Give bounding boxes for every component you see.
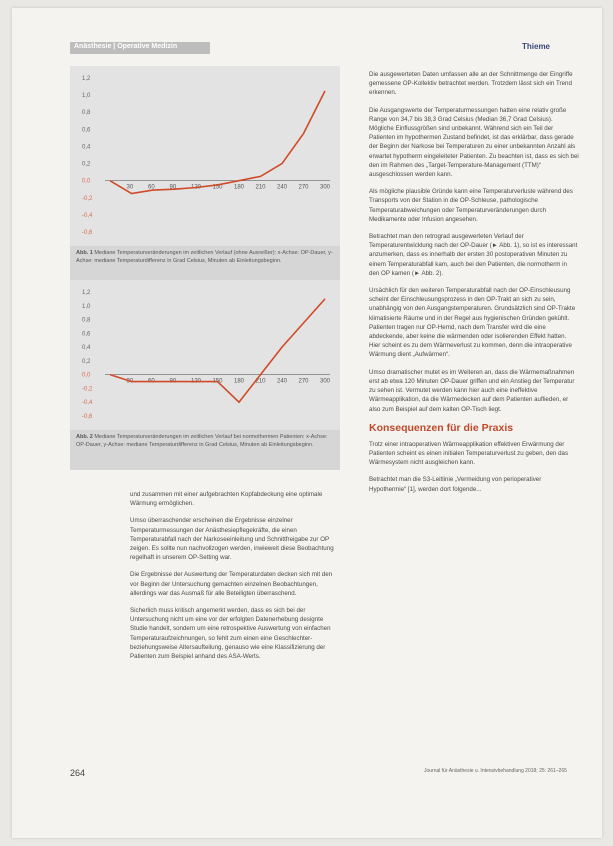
y-tick-label: -0,4	[82, 400, 93, 407]
y-tick-label: -0,6	[82, 230, 93, 236]
x-tick-label: 30	[126, 378, 134, 385]
y-tick-label: -0,6	[82, 414, 93, 420]
y-tick-label: 0,4	[82, 345, 91, 352]
y-tick-label: 0,6	[82, 127, 91, 134]
x-tick-label: 270	[298, 184, 309, 191]
y-tick-label: 0,8	[82, 110, 91, 117]
figure-1-caption-label: Abb. 1	[76, 250, 93, 256]
x-tick-label: 240	[277, 184, 288, 191]
y-tick-label: 0,0	[82, 178, 91, 185]
figure-2-caption-label: Abb. 2	[76, 434, 93, 440]
x-tick-label: 270	[298, 378, 309, 385]
x-tick-label: 120	[191, 378, 202, 385]
figure-2-caption	[70, 430, 340, 470]
publisher-name: Thieme	[522, 42, 551, 51]
section-header-label: Anästhesie | Operative Medizin	[74, 43, 178, 50]
paragraph: Umso überraschender erscheinen die Ergebnisse einzelner Temperaturmessungen der Anästhesiepflegekräfte, die einen Temperaturabfall nach der Narkoseeinleitung und Schnittfreigabe zur OP zeigen. Es sollte nun nachvollzogen werden, inwieweit diese Beobachtung regelhaft in unserem OP-Setting war.	[130, 517, 334, 562]
paragraph: und zusammen mit einer aufgebrachten Kopfabdeckung eine optimale Wärmung ermöglichen.	[130, 491, 323, 508]
x-tick-label: 90	[169, 378, 177, 385]
paragraph: Als mögliche plausible Gründe kann eine Temperaturverluste während des Transports von der Station in die OP-Schleuse, pathologische Temperaturabweichungen oder Temperaturveränderungen durch Medikamente oder Infusion angesehen.	[369, 188, 573, 223]
section-header-bar	[70, 42, 210, 54]
paragraph: Betrachtet man die S3-Leitlinie „Vermeidung von perioperativer Hypothermie“ [1], werden dort folgende...	[369, 476, 542, 493]
publisher-logo	[522, 42, 550, 51]
paragraph: Die Ergebnisse der Auswertung der Temperaturdaten decken sich mit den vor Beginn der Untersuchung gemachten einzelnen Beobachtungen, allerdings war das Ausmaß für alle Beteiligten überraschend.	[130, 571, 333, 597]
y-tick-label: 0,2	[82, 358, 91, 365]
paragraph: Umso dramatischer mutet es im Weiteren an, dass die Wärmemaßnahmen erst ab etwa 120 Minuten OP-Dauer griffen und ein Anstieg der Temperatur zu sehen ist. Vermutet werden kann hier auch eine ineffektive Wärmeapplikation, da die Wärmedecken auf dem Patienten auflieden, er also zum Beispiel auf dem kalten OP-Tisch liegt.	[369, 368, 575, 413]
x-tick-label: 210	[255, 378, 266, 385]
y-tick-label: 1,2	[82, 290, 91, 296]
paragraph: Trotz einer intraoperativen Wärmeapplikation effektiven Erwärmung der Patienten scheint es einen initialen Temperaturverlust zu geben, den das Wärmesystem nicht ausgleichen kann.	[369, 440, 569, 467]
paragraph: Die ausgewerteten Daten umfassen alle an der Schnittmenge der Eingriffe gemessene OP-Kollektiv betrachtet werden. Trotzdem lässt sich ein Trend erkennen.	[369, 71, 573, 97]
paragraph: Betrachtet man den retrograd ausgewerteten Verlauf der Temperaturentwicklung nach der OP-Dauer (► Abb. 1), so ist es interessant anzumerken, dass es innerhalb der ersten 30 postoperativen Minuten zu einem Temperaturabfall kam, auch bei den Patienten, die normotherm in den OP kamen (► Abb. 2).	[369, 233, 578, 277]
section-heading: Konsequenzen für die Praxis	[369, 421, 514, 434]
y-tick-label: 0,0	[82, 372, 91, 379]
series-line	[110, 91, 325, 194]
figure-2-caption-text: Mediane Temperaturveränderungen im zeitlichen Verlauf bei normothermen Patienten: x-Achse: OP-Dauer, y-Achse: mediane Temperaturdifferenz in Grad Celsius, Minuten ab Einleitungsbeginn.	[76, 434, 328, 448]
paragraph: Ursächlich für den weiteren Temperaturabfall nach der OP-Einschleusung scheint der Einschleusungsprozess in den OP-Trakt an sich zu sein, unabhängig von den Ausgangstemperaturen. Grundsätzlich sind OP-Trakte klimatisierte Räume und in der Regel aus hygienischen Gründen gekühlt. Patienten tragen nur OP-Hemd, nach dem Transfer wird die eine abdeckende, aber keine die wärmenden oder isolierenden Effekt hatten. Hier scheint es zu dem Wärmeverlust zu kommen, denn die intraoperative Wärmung dient „Aufwärmen“.	[369, 287, 576, 359]
right-text-column	[369, 70, 579, 502]
x-tick-label: 300	[320, 184, 331, 191]
y-tick-label: 1,0	[82, 93, 91, 100]
y-tick-label: 0,6	[82, 331, 91, 338]
y-tick-label: -0,2	[82, 195, 93, 202]
x-tick-label: 90	[169, 184, 177, 191]
x-tick-label: 60	[148, 378, 155, 385]
paragraph: Sicherlich muss kritisch angemerkt werden, dass es sich bei der Untersuchung nicht um eine vor der erfolgten Datenerhebung designte Studie handelt, sondern um eine retrospektive Auswertung von einfachen Temperaturaufzeichnungen, so fehlt zum einen eine Geschlechter- beziehungsweise Altersaufteilung, genauso wie eine Klassifizierung der Patienten zum Beispiel anhand des ASA-Werts.	[130, 607, 331, 661]
x-tick-label: 300	[320, 378, 331, 385]
figure-1	[70, 66, 340, 298]
figure-1-chart	[70, 66, 340, 246]
left-text-column	[130, 490, 340, 669]
journal-page	[12, 8, 602, 838]
page-number: 264	[70, 768, 86, 778]
x-tick-label: 210	[255, 184, 266, 191]
journal-footer: Journal für Anästhesie u. Intensivbehandlung 2018; 25: 261–265	[424, 768, 567, 774]
y-tick-label: 0,4	[82, 144, 91, 151]
x-tick-label: 240	[277, 378, 288, 385]
figure-1-caption-text: Mediane Temperaturveränderungen im zeitlichen Verlauf (ohne Ausreißer): x-Achse: OP-Dauer, y-Achse: mediane Temperaturdifferenz in Grad Celsius, Minuten ab Einleitungsbeginn.	[76, 250, 333, 264]
series-line	[110, 299, 325, 402]
y-tick-label: 0,2	[82, 161, 91, 168]
x-tick-label: 150	[212, 378, 223, 385]
x-tick-label: 120	[191, 184, 202, 191]
x-tick-label: 30	[126, 184, 134, 191]
x-tick-label: 180	[234, 378, 245, 385]
y-tick-label: -0,4	[82, 212, 93, 219]
y-tick-label: -0,2	[82, 386, 93, 393]
y-tick-label: 1,2	[82, 76, 91, 82]
y-tick-label: 0,8	[82, 317, 91, 324]
figure-2-chart	[70, 280, 340, 430]
x-tick-label: 180	[234, 184, 245, 191]
x-tick-label: 60	[148, 184, 155, 191]
figure-2	[70, 280, 340, 470]
paragraph: Die Ausgangswerte der Temperaturmessungen hatten eine relativ große Range von 34,7 bis 38,3 Grad Celsius (Median 36,7 Grad Celsius). Mögliche Einflussgrößen sind unbekannt. Während sich ein Teil der Patienten im hypothermen Zustand befindet, ist das erklärbar, dass gerade der Beginn der Narkose bei Temperaturen zu einer unbekannten Anzahl als erwartet hypotherm eingeleiteter Patienten. Zu beachten ist, dass es sich bei den im Rahmen des „Target-Temperature-Management (TTM)“ ausgeschlossen werden kann.	[369, 106, 579, 179]
x-tick-label: 150	[212, 184, 223, 191]
y-tick-label: 1,0	[82, 303, 91, 310]
